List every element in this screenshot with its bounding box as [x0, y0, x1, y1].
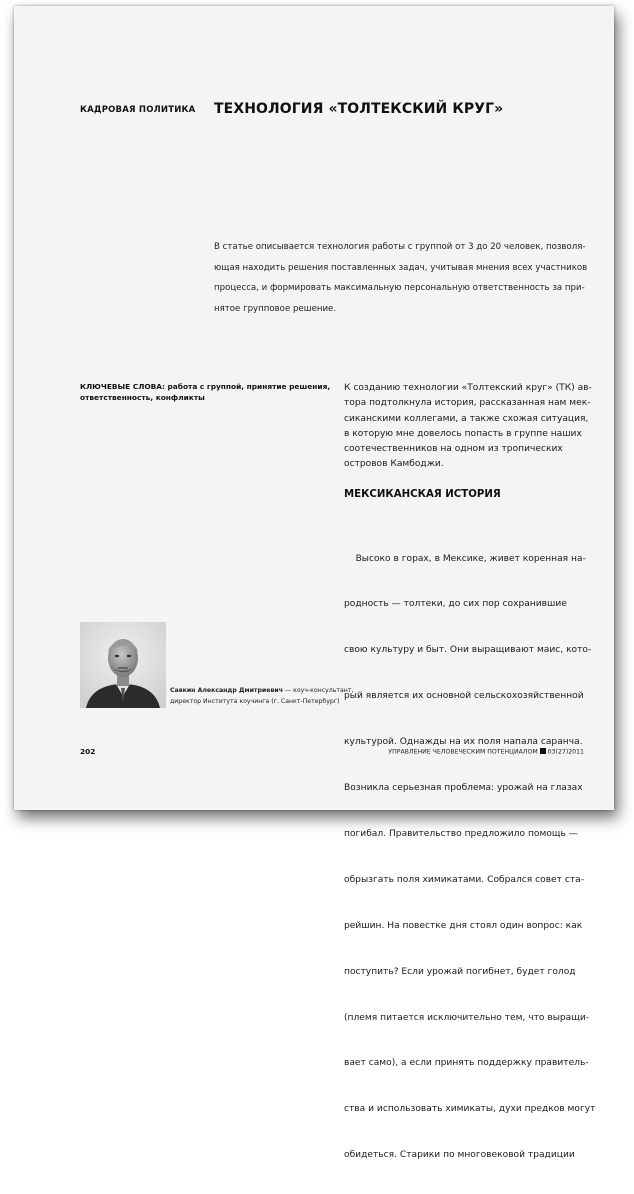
- text-line: обрызгать поля химикатами. Собрался совет ста-: [344, 874, 584, 885]
- journal-name: УПРАВЛЕНИЕ ЧЕЛОВЕЧЕСКИМ ПОТЕНЦИАЛОМ: [388, 748, 538, 756]
- author-affiliation: директор Института коучинга (г. Санкт-Петербург): [170, 697, 340, 705]
- lead-line: процесса, и формировать максимальную персональную ответственность за при-: [214, 283, 585, 293]
- text-line: обидеться. Старики по многовековой традиции: [344, 1150, 575, 1161]
- lead-line: нятое групповое решение.: [214, 303, 337, 314]
- square-bullet-icon: [540, 748, 546, 754]
- issue-number: 03(27)2011: [547, 748, 584, 756]
- text-line: соотечественников на одном из тропических: [344, 444, 563, 455]
- author-photo: [80, 622, 166, 708]
- running-footer: [388, 748, 584, 756]
- keywords-line: ответственность, конфликты: [80, 393, 205, 402]
- text-line: (племя питается исключительно тем, что выращи-: [344, 1012, 590, 1023]
- author-portrait-image: [80, 622, 166, 708]
- text-line: тора подтолкнула история, рассказанная нам мек-: [344, 398, 591, 409]
- text-line: в которую мне довелось попасть в группе наших: [344, 428, 582, 439]
- text-line: Высоко в горах, в Мексике, живет коренная на-: [344, 553, 586, 564]
- author-role: — коуч-консультант,: [282, 687, 354, 694]
- text-line: погибал. Правительство предложило помощь —: [344, 828, 578, 839]
- text-line: К созданию технологии «Толтекский круг» (ТК) ав-: [344, 383, 592, 393]
- article-title: ТЕХНОЛОГИЯ «ТОЛТЕКСКИЙ КРУГ»: [214, 101, 504, 117]
- magazine-page: [14, 6, 614, 1161]
- text-line: островов Камбоджи.: [344, 459, 444, 470]
- section-rubric: КАДРОВАЯ ПОЛИТИКА: [80, 105, 196, 115]
- article-lead: [214, 237, 586, 319]
- text-line: культурой. Однажды на их поля напала саранча.: [344, 737, 583, 748]
- author-caption: [170, 686, 353, 707]
- text-line: вает само), а если принять поддержку правитель-: [344, 1058, 589, 1069]
- text-line: поступить? Если урожай погибнет, будет голод: [344, 966, 576, 977]
- text-line: рейшин. На повестке дня стоял один вопрос: как: [344, 920, 583, 931]
- text-line: Возникла серьезная проблема: урожай на глазах: [344, 783, 583, 794]
- text-line: ства и использовать химикаты, духи предков могут: [344, 1104, 596, 1115]
- text-line: родность — толтеки, до сих пор сохранившие: [344, 599, 567, 610]
- text-line: рый является их основной сельскохозяйственной: [344, 691, 584, 702]
- lead-line: В статье описывается технология работы с группой от 3 до 20 человек, позволя-: [214, 242, 586, 252]
- body-paragraph: [344, 521, 596, 1194]
- page-number: 202: [80, 747, 96, 756]
- lead-line: ющая находить решения поставленных задач, учитывая мнения всех участников: [214, 262, 588, 273]
- text-line: сиканскими коллегами, а также схожая ситуация,: [344, 413, 589, 424]
- keywords-line: КЛЮЧЕВЫЕ СЛОВА: работа с группой, принятие решения,: [80, 382, 331, 391]
- author-line-1: [170, 686, 353, 697]
- author-name: Савкин Александр Дмитриевич: [170, 687, 283, 694]
- intro-paragraph: [344, 381, 592, 473]
- keywords: [80, 381, 330, 403]
- text-line: свою культуру и быт. Они выращивают маис, кото-: [344, 645, 592, 656]
- section-heading: МЕКСИКАНСКАЯ ИСТОРИЯ: [344, 489, 501, 500]
